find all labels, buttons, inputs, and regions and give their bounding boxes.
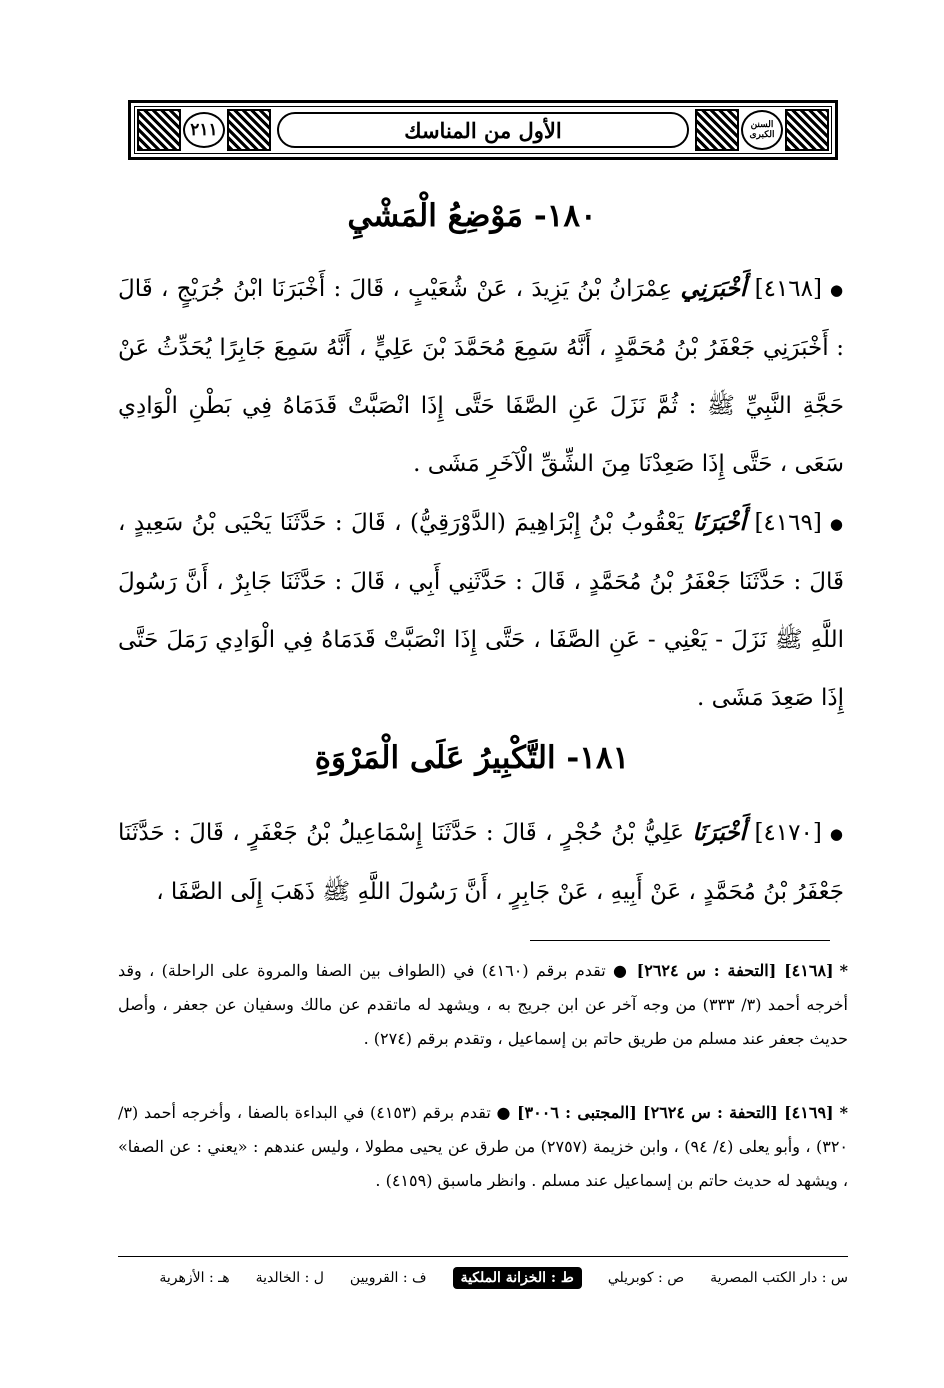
footnote: [118, 1096, 848, 1198]
key-divider: [118, 1256, 848, 1257]
bullet-icon: ●: [829, 515, 845, 533]
manuscript-key-item: ص : كوبريلي: [607, 1270, 685, 1286]
manuscript-key-item: س : دار الكتب المصرية: [710, 1270, 848, 1286]
chapter-heading: ١٨١- التَّكْبِيرُ عَلَى الْمَرْوَةِ: [314, 740, 630, 776]
hadith-text: يَعْقُوبُ بْنُ إِبْرَاهِيمَ (الدَّوْرَقِيُّ) ، قَالَ : حَدَّثَنَا يَحْيَى بْنُ سَعِيدٍ ، قَالَ : حَدَّثَنَا جَعْفَرُ بْنُ مُحَمَّدٍ ، قَالَ : حَدَّثَنِي أَبِي ، قَالَ : حَدَّثَنَا جَابِرٌ ، أَنَّ رَسُولَ اللَّهِ ﷺ نَزَلَ - يَعْنِي - عَنِ الصَّفَا ، حَتَّى إِذَا انْصَبَّتْ قَدَمَاهُ فِي الْوَادِي رَمَلَ حَتَّى إِذَا صَعِدَ مَشَى .: [118, 510, 844, 711]
ornament-knot-icon: [137, 109, 181, 151]
ornament-knot-icon: [785, 109, 829, 151]
transmission-term: أَخْبَرَنِي: [680, 275, 747, 302]
hadith-number: [٤١٧٠]: [754, 820, 822, 846]
footnote-ref: [٤١٦٩] [التحفة : س ٢٦٢٤] [المجتبى : ٣٠٠٦]: [516, 1103, 834, 1122]
manuscript-key-item-highlighted: ط : الخزانة الملكية: [453, 1267, 582, 1289]
footnote-ref: [٤١٦٨] [التحفة : س ٢٦٢٤]: [636, 961, 834, 980]
bullet-icon: ●: [829, 825, 845, 843]
page-number: ٢١١: [183, 112, 225, 148]
transmission-term: أَخْبَرَنَا: [692, 819, 747, 846]
bullet-icon: ●: [830, 281, 845, 299]
running-title: الأول من المناسك: [277, 112, 689, 148]
manuscript-key-item: هـ : الأزهرية: [159, 1270, 230, 1286]
footnote-divider: [530, 940, 830, 941]
transmission-term: أَخْبَرَنَا: [692, 509, 746, 536]
hadith-number: [٤١٦٨]: [754, 276, 822, 302]
manuscript-key-item: ل : الخالدية: [255, 1270, 324, 1286]
hadith-paragraph: [118, 260, 844, 493]
footnote-text: ● تقدم برقم (٤١٥٣) في البداءة بالصفا ، وأخرجه أحمد (٣/ ٣٢٠) ، وأبو يعلى (٤/ ٩٤) ، وابن خزيمة (٢٧٥٧) من طرق عن يحيى مطولا ، وليس عندهم : «يعني : عن الصفا» ، ويشهد له حديث حاتم بن إسماعيل عند مسلم . وانظر ماسبق (٤١٥٩) .: [118, 1103, 849, 1190]
chapter-heading: ١٨٠- مَوْضِعُ الْمَشْيِ: [347, 198, 597, 234]
ornament-knot-icon: [695, 109, 739, 151]
footnote: [118, 954, 848, 1056]
footnote-text: ● تقدم برقم (٤١٦٠) في (الطواف بين الصفا والمروة على الراحلة) ، وقد أخرجه أحمد (٣/ ٣٣٣) من وجه آخر عن ابن جريج به ، ويشهد له ماتقدم عن مالك وسفيان عن جعفر ، وأصل حديث جعفر عند مسلم من طريق حاتم بن إسماعيل ، وتقدم برقم (٢٧٤) .: [118, 961, 849, 1048]
ornament-knot-icon: [227, 109, 271, 151]
manuscript-key: [118, 1262, 848, 1294]
hadith-text: عَلِيُّ بْنُ حُجْرٍ ، قَالَ : حَدَّثَنَا إِسْمَاعِيلُ بْنُ جَعْفَرٍ ، قَالَ : حَدَّثَنَا جَعْفَرُ بْنُ مُحَمَّدٍ ، عَنْ أَبِيهِ ، عَنْ جَابِرٍ ، أَنَّ رَسُولَ اللَّهِ ﷺ ذَهَبَ إِلَى الصَّفَا ،: [118, 820, 844, 905]
page-header: [128, 100, 838, 160]
footnote-marker: *: [839, 1103, 848, 1122]
hadith-paragraph: [118, 494, 844, 727]
publisher-logo: السنن الكبرى: [741, 110, 783, 150]
hadith-paragraph: [118, 804, 844, 921]
hadith-number: [٤١٦٩]: [754, 510, 822, 536]
footnote-marker: *: [839, 961, 848, 980]
manuscript-key-item: ف : القرويين: [349, 1270, 427, 1286]
hadith-text: عِمْرَانُ بْنُ يَزِيدَ ، عَنْ شُعَيْبٍ ، قَالَ : أَخْبَرَنَا ابْنُ جُرَيْجٍ ، قَالَ : أَخْبَرَنِي جَعْفَرُ بْنُ مُحَمَّدٍ ، أَنَّهُ سَمِعَ مُحَمَّدَ بْنَ عَلِيٍّ ، أَنَّهُ سَمِعَ جَابِرًا يُحَدِّثُ عَنْ حَجَّةِ النَّبِيِّ ﷺ : ثُمَّ نَزَلَ عَنِ الصَّفَا حَتَّى إِذَا انْصَبَّتْ قَدَمَاهُ فِي بَطْنِ الْوَادِي سَعَى ، حَتَّى إِذَا صَعِدْنَا مِنَ الشِّقِّ الْآخَرِ مَشَى .: [118, 276, 844, 477]
